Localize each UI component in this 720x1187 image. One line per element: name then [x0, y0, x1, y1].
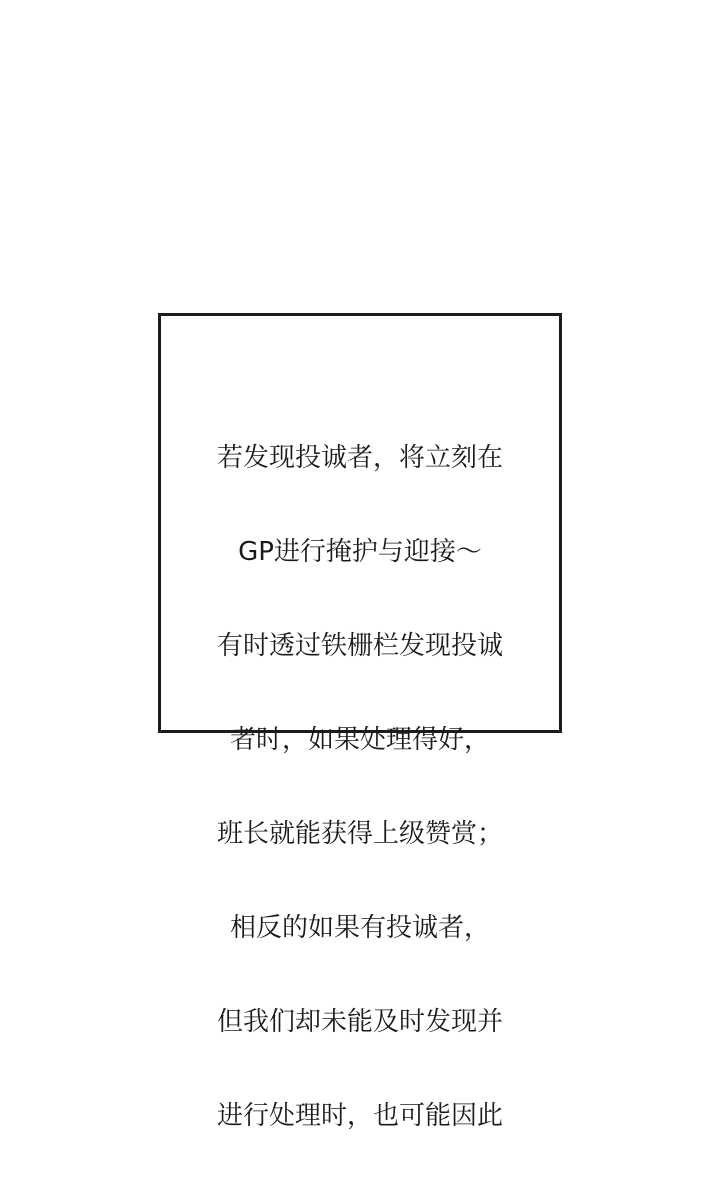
panel-text-block	[161, 388, 559, 1187]
dialogue-panel	[158, 313, 562, 1131]
panel-text-line: 者时，如果处理得好，	[229, 725, 490, 755]
panel-text-line: GP进行掩护与迎接～	[238, 537, 482, 567]
panel-text-line: 相反的如果有投诚者，	[229, 913, 490, 943]
panel-text-line: 若发现投诚者，将立刻在	[216, 443, 503, 473]
panel-text-line: 有时透过铁栅栏发现投诚	[216, 631, 503, 661]
panel-text-line: 进行处理时，也可能因此	[216, 1101, 503, 1131]
panel-text-line: 班长就能获得上级赞赏；	[216, 819, 503, 849]
panel-text-line: 但我们却未能及时发现并	[216, 1007, 503, 1037]
